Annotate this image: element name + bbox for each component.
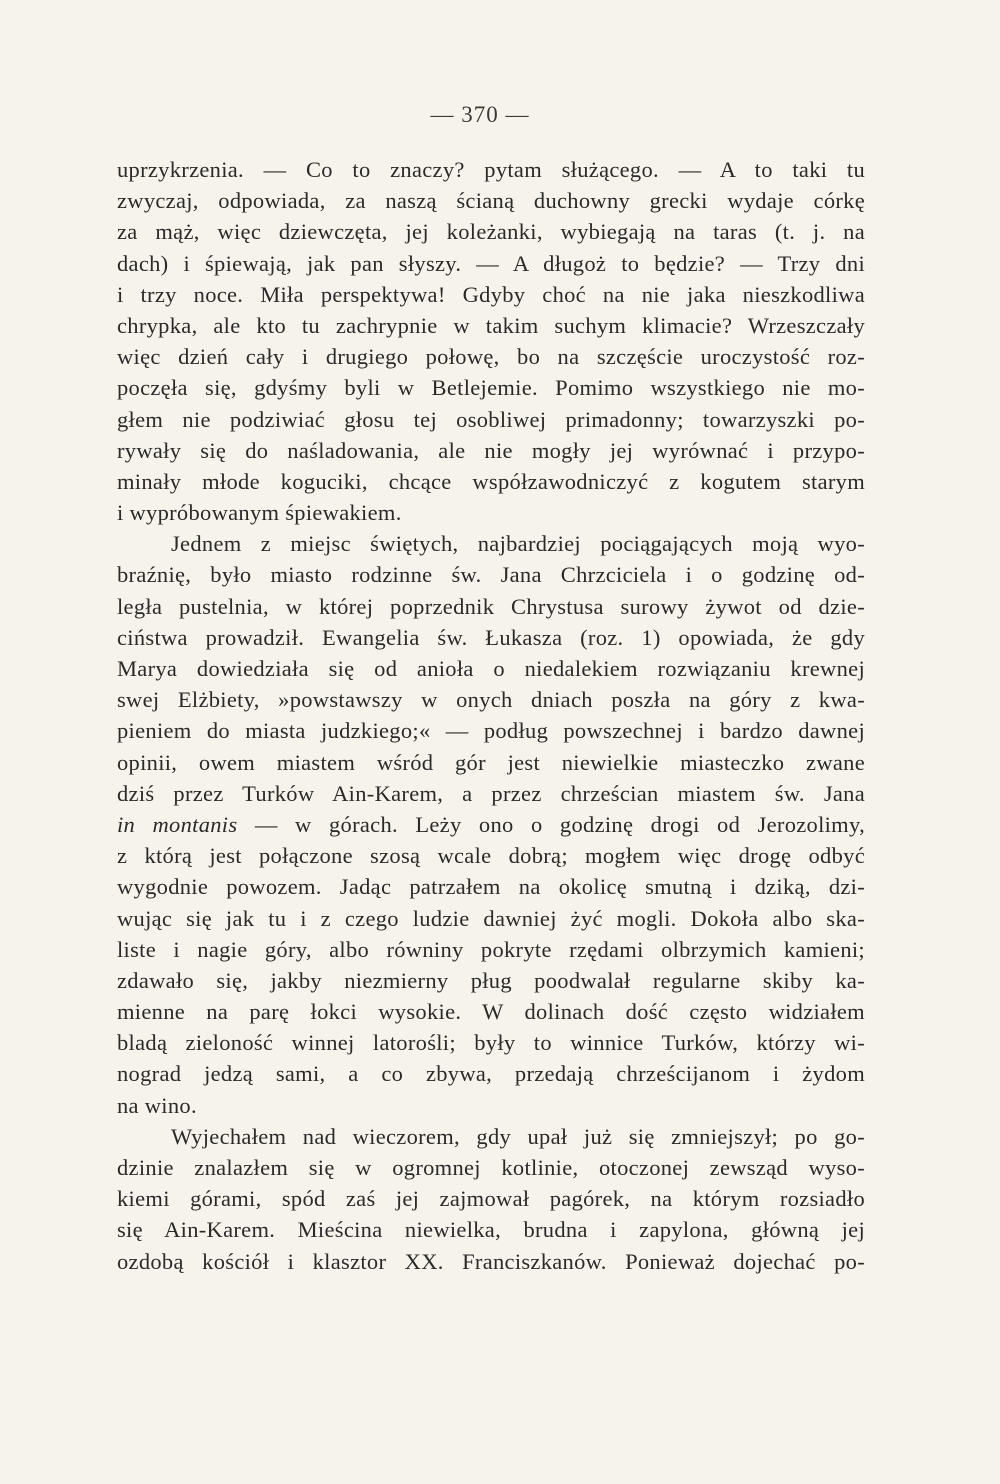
text-line: więc dzień cały i drugiego połowę, bo na szczęście uroczystość roz- — [117, 344, 865, 370]
text-line: rywały się do naśladowania, ale nie mogły jej wyrównać i przypo- — [117, 437, 865, 463]
text-line: pieniem do miasta judzkiego;« — podług powszechnej i bardzo dawnej — [117, 718, 865, 744]
text-line: za mąż, więc dziewczęta, jej koleżanki, wybiegają na taras (t. j. na — [117, 219, 865, 245]
text-line: dziś przez Turków Ain-Karem, a przez chrześcian miastem św. Jana — [117, 780, 865, 806]
text-line: zdawało się, jakby niezmierny pług poodwalał regularne skiby ka- — [117, 967, 865, 993]
text-line: minały młode koguciki, chcące współzawodniczyć z kogutem starym — [117, 468, 865, 494]
page-number: — 370 — — [430, 102, 530, 127]
text-line: legła pustelnia, w której poprzednik Chrystusa surowy żywot od dzie- — [117, 593, 865, 619]
text-line: ciństwa prowadził. Ewangelia św. Łukasza (roz. 1) opowiada, że gdy — [117, 624, 865, 650]
text-line: kiemi górami, spód zaś jej zajmował pagórek, na którym rozsiadło — [117, 1186, 865, 1212]
text-line: braźnię, było miasto rodzinne św. Jana Chrzciciela i o godzinę od- — [117, 562, 865, 588]
text-line: swej Elżbiety, »powstawszy w onych dniach poszła na góry z kwa- — [117, 687, 865, 713]
text-line: poczęła się, gdyśmy byli w Betlejemie. Pomimo wszystkiego nie mo- — [117, 375, 865, 401]
text-run: — w górach. Leży ono o godzinę drogi od Jerozolimy, — [237, 811, 866, 837]
text-line: dach) i śpiewają, jak pan słyszy. — A długoż to będzie? — Trzy dni — [117, 250, 865, 276]
text-line: głem nie podziwiać głosu tej osobliwej primadonny; towarzyszki po- — [117, 406, 865, 432]
text-line: i trzy noce. Miła perspektywa! Gdyby choć na nie jaka nieszkodliwa — [117, 281, 865, 307]
text-line: wygodnie powozem. Jadąc patrzałem na okolicę smutną i dziką, dzi- — [117, 874, 865, 900]
text-line: uprzykrzenia. — Co to znaczy? pytam służącego. — A to taki tu — [117, 157, 865, 182]
text-line: opinii, owem miastem wśród gór jest niewielkie miasteczko zwane — [117, 749, 865, 775]
text-line: wując się jak tu i z czego ludzie dawniej żyć mogli. Dokoła albo ska- — [117, 905, 865, 931]
text-line: chrypka, ale kto tu zachrypnie w takim suchym klimacie? Wrzeszczały — [117, 312, 865, 338]
text-line: na wino. — [117, 1092, 197, 1118]
italic-phrase: in montanis — [117, 811, 238, 837]
text-line: z którą jest połączone szosą wcale dobrą; mogłem więc drogę odbyć — [117, 843, 865, 869]
text-line: się Ain-Karem. Mieścina niewielka, brudna i zapylona, główną jej — [117, 1217, 865, 1243]
text-line: zwyczaj, odpowiada, za naszą ścianą duchowny grecki wydaje córkę — [117, 188, 865, 214]
text-line: ozdobą kościół i klasztor XX. Franciszkanów. Ponieważ dojechać po- — [117, 1248, 865, 1274]
text-line: bladą zieloność winnej latorośli; były to winnice Turków, którzy wi- — [117, 1030, 865, 1056]
text-line: nograd jedzą sami, a co zbywa, przedają chrześcijanom i żydom — [117, 1061, 865, 1087]
text-line: i wypróbowanym śpiewakiem. — [117, 500, 402, 526]
text-line-with-italic — [117, 809, 865, 840]
text-line: Jednem z miejsc świętych, najbardziej pociągających moją wyo- — [171, 531, 865, 557]
paragraph — [117, 528, 865, 1121]
paragraph — [117, 154, 865, 528]
text-line: dzinie znalazłem się w ogromnej kotlinie, otoczonej zewsząd wyso- — [117, 1155, 865, 1180]
text-line: mienne na parę łokci wysokie. W dolinach dość często widziałem — [117, 999, 865, 1025]
text-line: liste i nagie góry, albo równiny pokryte rzędami olbrzymich kamieni; — [117, 936, 865, 962]
text-line: Marya dowiedziała się od anioła o niedalekiem rozwiązaniu krewnej — [117, 656, 865, 681]
body-text — [117, 154, 865, 1277]
paragraph — [117, 1121, 865, 1277]
text-line: Wyjechałem nad wieczorem, gdy upał już się zmniejszył; po go- — [171, 1123, 865, 1149]
